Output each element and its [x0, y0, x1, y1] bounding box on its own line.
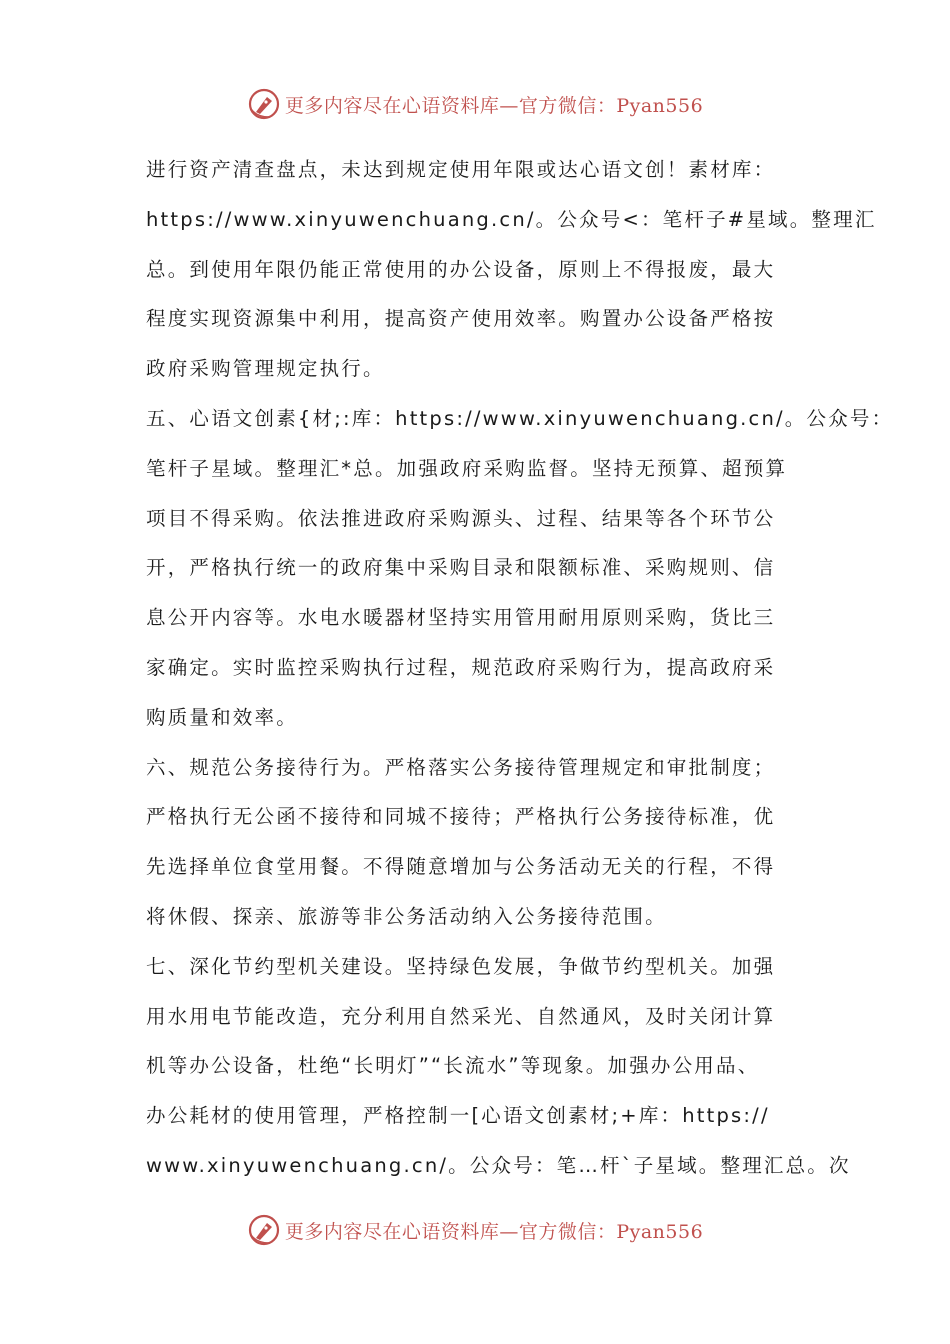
text-line: 进行资产清查盘点，未达到规定使用年限或达心语文创！素材库：	[146, 158, 776, 181]
header-banner	[0, 82, 950, 126]
text-line: 开，严格执行统一的政府集中采购目录和限额标准、采购规则、信	[146, 556, 776, 580]
footer-banner-text: 更多内容尽在心语资料库—官方微信：Pyan556	[284, 1220, 704, 1243]
text-line: 购质量和效率。	[146, 705, 298, 729]
text-line: 程度实现资源集中利用，提高资产使用效率。购置办公设备严格按	[146, 307, 776, 331]
text-line: 政府采购管理规定执行。	[146, 357, 385, 381]
text-line: 息公开内容等。水电水暖器材坚持实用管用耐用原则采购，货比三	[146, 606, 776, 630]
text-line: 机等办公设备，杜绝“长明灯”“长流水”等现象。加强办公用品、	[146, 1054, 760, 1078]
document-body	[146, 145, 894, 1191]
text-line: 先选择单位食堂用餐。不得随意增加与公务活动无关的行程，不得	[146, 855, 776, 879]
text-line: 七、深化节约型机关建设。坚持绿色发展，争做节约型机关。加强	[146, 954, 776, 978]
pen-nib-logo-icon	[247, 1213, 281, 1247]
text-line: 五、心语文创素{材;:库：https://www.xinyuwenchuang.cn/。公众号：	[146, 406, 894, 430]
text-line: 用水用电节能改造，充分利用自然采光、自然通风，及时关闭计算	[146, 1004, 776, 1028]
text-line: 项目不得采购。依法推进政府采购源头、过程、结果等各个环节公	[146, 506, 776, 530]
text-line: 家确定。实时监控采购执行过程，规范政府采购行为，提高政府采	[146, 655, 776, 679]
text-line: 将休假、探亲、旅游等非公务活动纳入公务接待范围。	[146, 904, 667, 928]
text-line: https://www.xinyuwenchuang.cn/。公众号<：笔杆子#星域。整理汇	[146, 207, 877, 231]
text-line: 办公耗材的使用管理，严格控制一[心语文创素材;+库：https://	[146, 1104, 770, 1128]
text-line: 严格执行无公函不接待和同城不接待；严格执行公务接待标准，优	[146, 805, 776, 829]
pen-nib-logo-icon	[247, 87, 281, 121]
text-line: 笔杆子星域。整理汇*总。加强政府采购监督。坚持无预算、超预算	[146, 456, 788, 480]
footer-banner	[0, 1208, 950, 1252]
text-line: 六、规范公务接待行为。严格落实公务接待管理规定和审批制度；	[146, 755, 776, 779]
header-banner-text: 更多内容尽在心语资料库—官方微信：Pyan556	[284, 94, 704, 117]
text-line: www.xinyuwenchuang.cn/。公众号：笔…杆`子星域。整理汇总。次	[146, 1153, 851, 1177]
text-line: 总。到使用年限仍能正常使用的办公设备，原则上不得报废，最大	[146, 257, 776, 281]
